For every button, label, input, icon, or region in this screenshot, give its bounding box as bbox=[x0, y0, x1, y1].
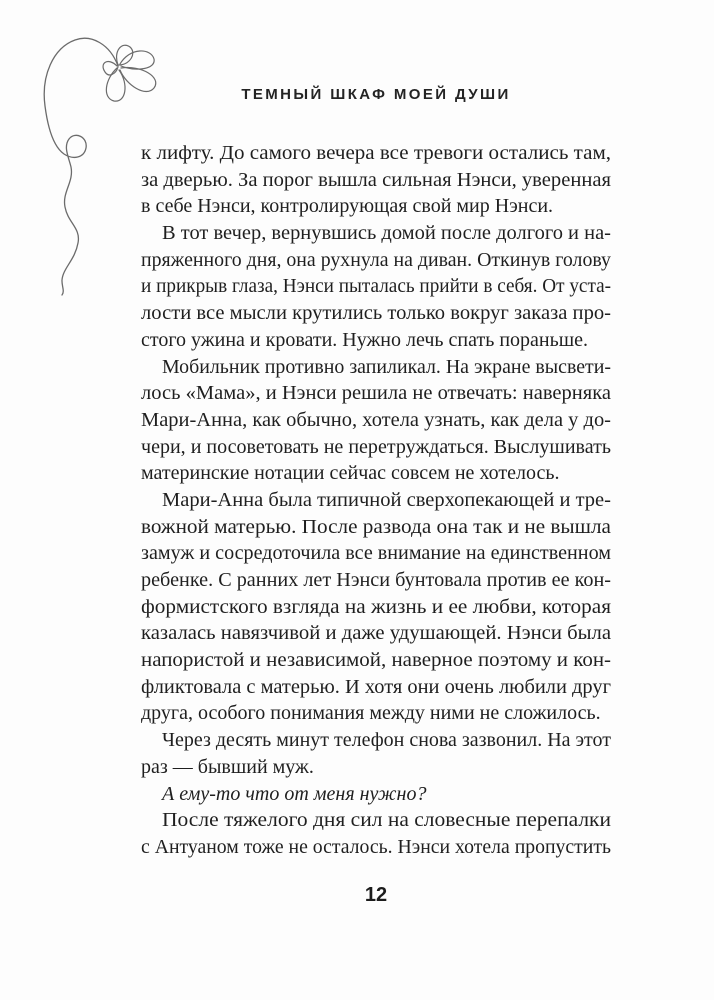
text-line-content: ребенке. С ранних лет Нэнси бунтовала против ее кон- bbox=[141, 569, 612, 591]
text-line bbox=[141, 754, 611, 781]
text-line bbox=[141, 781, 611, 808]
text-line bbox=[141, 247, 611, 274]
text-line bbox=[141, 594, 611, 621]
text-line bbox=[141, 407, 611, 434]
text-line bbox=[141, 514, 611, 541]
page-number: 12 bbox=[364, 884, 388, 906]
text-line-content: стого ужина и кровати. Нужно лечь спать пораньше. bbox=[141, 328, 589, 351]
text-line-content: в себе Нэнси, контролирующая свой мир Нэнси. bbox=[141, 195, 554, 218]
text-line-content: вожной матерью. После развода она так и не вышла bbox=[141, 515, 611, 538]
text-line-content: чери, и посоветовать не перетруждаться. Выслушивать bbox=[141, 435, 612, 458]
text-line-content: После тяжелого дня сил на словесные перепалки bbox=[162, 809, 612, 832]
text-line bbox=[141, 540, 611, 567]
text-line bbox=[141, 300, 611, 327]
text-line-content: казалась навязчивой и даже удушающей. Нэнси была bbox=[141, 622, 612, 645]
text-line-content: с Антуаном тоже не осталось. Нэнси хотела пропустить bbox=[141, 835, 611, 858]
running-header: ТЕМНЫЙ ШКАФ МОЕЙ ДУШИ bbox=[241, 86, 511, 103]
text-line-content: за дверью. За порог вышла сильная Нэнси, уверенная bbox=[141, 168, 612, 191]
text-line-content: Через десять минут телефон снова зазвонил. На этот bbox=[162, 729, 611, 752]
text-line-content: Мари-Анна, как обычно, хотела узнать, как дела у до- bbox=[141, 408, 612, 431]
text-line-content: раз — бывший муж. bbox=[141, 755, 314, 778]
text-line-content: В тот вечер, вернувшись домой после долгого и на- bbox=[162, 222, 612, 245]
text-line bbox=[141, 807, 611, 834]
body-text bbox=[141, 140, 611, 861]
text-line bbox=[141, 273, 611, 300]
text-line-content: напористой и независимой, наверное поэтому и кон- bbox=[141, 649, 612, 672]
text-line-content: фликтовала с матерью. И хотя они очень любили друг bbox=[141, 675, 611, 698]
text-line-content: лось «Мама», и Нэнси решила не отвечать: наверняка bbox=[141, 382, 612, 405]
text-line bbox=[141, 700, 611, 727]
text-line-content: замуж и сосредоточила все внимание на единственном bbox=[141, 542, 611, 565]
text-line bbox=[141, 354, 611, 381]
text-line bbox=[141, 567, 611, 594]
text-line-content: лости все мысли крутились только вокруг заказа про- bbox=[141, 302, 612, 325]
text-line bbox=[141, 167, 611, 194]
text-line-content: и прикрыв глаза, Нэнси пыталась прийти в себя. От уста- bbox=[141, 275, 611, 298]
text-line bbox=[141, 834, 611, 861]
text-line bbox=[141, 193, 611, 220]
text-line bbox=[141, 327, 611, 354]
text-line-content: материнские нотации сейчас совсем не хотелось. bbox=[141, 462, 560, 485]
text-line bbox=[141, 727, 611, 754]
text-line bbox=[141, 220, 611, 247]
text-line bbox=[141, 140, 611, 167]
text-line-content: друга, особого понимания между ними не сложилось. bbox=[141, 702, 601, 725]
text-line bbox=[141, 487, 611, 514]
text-line-content: Мари-Анна была типичной сверхопекающей и тре- bbox=[162, 488, 611, 511]
text-line-content: к лифту. До самого вечера все тревоги остались там, bbox=[141, 142, 612, 164]
text-line-content: Мобильник противно запиликал. На экране высвети- bbox=[162, 355, 612, 378]
text-line-content: пряженного дня, она рухнула на диван. Откинув голову bbox=[141, 248, 611, 271]
text-line bbox=[141, 620, 611, 647]
text-line bbox=[141, 380, 611, 407]
text-line-content: формистского взгляда на жизнь и ее любви, которая bbox=[141, 595, 612, 618]
text-line bbox=[141, 460, 611, 487]
text-line bbox=[141, 674, 611, 701]
text-line bbox=[141, 647, 611, 674]
text-line-content: А ему-то что от меня нужно? bbox=[162, 782, 427, 805]
text-line bbox=[141, 434, 611, 461]
